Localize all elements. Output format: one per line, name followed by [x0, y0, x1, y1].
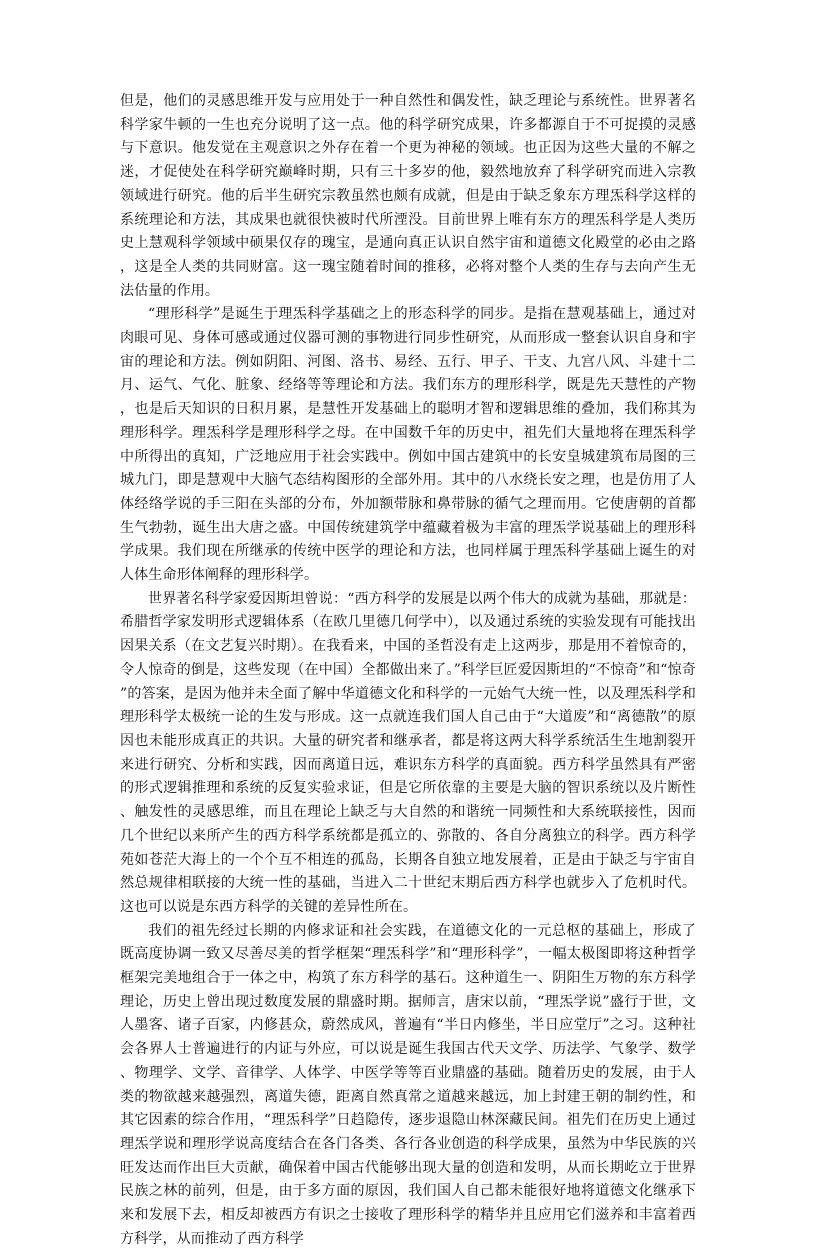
paragraph-newton: 但是，他们的灵感思维开发与应用处于一种自然性和偶发性，缺乏理论与系统性。世界著名科学家牛顿的一生也充分说明了这一点。他的科学研究成果，许多都源自于不可捉摸的灵感与下意识。他发觉在主观意识之外存在着一个更为神秘的领域。也正因为这些大量的不解之迷，才促使处在科学研究巅峰时期，只有三十多岁的他，毅然地放弃了科学研究而进入宗教领域进行研究。他的后半生研究宗教虽然也颇有成就，但是由于缺乏象东方理炁科学这样的系统理论和方法，其成果也就很快被时代所湮没。目前世界上唯有东方的理炁科学是人类历史上慧观科学领域中硕果仅存的瑰宝，是通向真正认识自然宇宙和道德文化殿堂的必由之路，这是全人类的共同财富。这一瑰宝随着时间的推移，必将对整个人类的生存与去向产生无法估量的作用。: [120, 93, 696, 299]
document-page: [120, 90, 696, 1251]
paragraph-lixing-science: “理形科学”是诞生于理炁科学基础之上的形态科学的同步。是指在慧观基础上，通过对肉眼可见、身体可感或通过仪器可测的事物进行同步性研究，从而形成一整套认识自身和宇宙的理论和方法。例如阴阳、河图、洛书、易经、五行、甲子、干支、九宫八风、斗建十二月、运气、气化、脏象、经络等等理论和方法。我们东方的理形科学，既是先天慧性的产物，也是后天知识的日积月累，是慧性开发基础上的聪明才智和逻辑思维的叠加，我们称其为理形科学。理炁科学是理形科学之母。在中国数千年的历史中，祖先们大量地将在理炁科学中所得出的真知，广泛地应用于社会实践中。例如中国古建筑中的长安皇城建筑布局图的三城九门，即是慧观中大脑气态结构图形的全部外用。其中的八水绕长安之理，也是仿用了人体经络学说的手三阳在头部的分布，外加额带脉和鼻带脉的循气之理而用。它使唐朝的首都生气勃勃，诞生出大唐之盛。中国传统建筑学中蕴藏着极为丰富的理炁学说基础上的理形科学成果。我们现在所继承的传统中医学的理论和方法，也同样属于理炁科学基础上诞生的对人体生命形体阐释的理形科学。: [120, 306, 696, 584]
paragraph-einstein: 世界著名科学家爱因斯坦曾说：“西方科学的发展是以两个伟大的成就为基础，那就是：希腊哲学家发明形式逻辑体系（在欧几里德几何学中），以及通过系统的实验发现有可能找出因果关系（在文艺复兴时期）。在我看来，中国的圣哲没有走上这两步，那是用不着惊奇的，令人惊奇的倒是，这些发现（在中国）全都做出来了。”科学巨匠爱因斯坦的“不惊奇”和“惊奇”的答案，是因为他并未全面了解中华道德文化和科学的一元始气大统一性，以及理炁科学和理形科学太极统一论的生发与形成。这一点就连我们国人自己由于“大道废”和“离德散”的原因也未能形成真正的共识。大量的研究者和继承者，都是将这两大科学系统活生生地割裂开来进行研究、分析和实践，因而离道日远，难识东方科学的真面貌。西方科学虽然具有严密的形式逻辑推理和系统的反复实验求证，但是它所依靠的主要是大脑的智识系统以及片断性、触发性的灵感思维，而且在理论上缺乏与大自然的和谐统一同频性和大系统联接性，因而几个世纪以来所产生的西方科学系统都是孤立的、弥散的、各自分离独立的科学。西方科学苑如苍茫大海上的一个个互不相连的孤岛，长期各自独立地发展着，正是由于缺乏与宇宙自然总规律相联接的大统一性的基础，当进入二十世纪末期后西方科学也就步入了危机时代。这也可以说是东西方科学的关键的差异性所在。: [120, 590, 696, 915]
paragraph-ancestors: 我们的祖先经过长期的内修求证和社会实践，在道德文化的一元总枢的基础上，形成了既高度协调一致又尽善尽美的哲学框架“理炁科学”和“理形科学”，一幅太极图即将这种哲学框架完美地组合于一体之中，构筑了东方科学的基石。这种道生一、阴阳生万物的东方科学理论，历史上曾出现过数度发展的鼎盛时期。据师言，唐宋以前，“理炁学说”盛行于世，文人墨客、诸子百家，内修甚众，蔚然成风，普遍有“半日内修坐，半日应堂厅”之习。这种社会各界人士普遍进行的内证与外应，可以说是诞生我国古代天文学、历法学、气象学、数学、物理学、文学、音律学、人体学、中医学等等百业鼎盛的基础。随着历史的发展，由于人类的物欲越来越强烈，离道失德，距离自然真常之道越来越远，加上封建王朝的制约性，和其它因素的综合作用，“理炁科学”日趋隐传，逐步退隐山林深藏民间。祖先们在历史上通过理炁学说和理形学说高度结合在各门各类、各行各业创造的科学成果，虽然为中华民族的兴旺发达而作出巨大贡献，确保着中国古代能够出现大量的创造和发明，从而长期屹立于世界民族之林的前列，但是，由于多方面的原因，我们国人自己都未能很好地将道德文化继承下来和发展下去，相反却被西方有识之士接收了理形科学的精华并且应用它们滋养和丰富着西方科学，从而推动了西方科学: [120, 922, 696, 1247]
